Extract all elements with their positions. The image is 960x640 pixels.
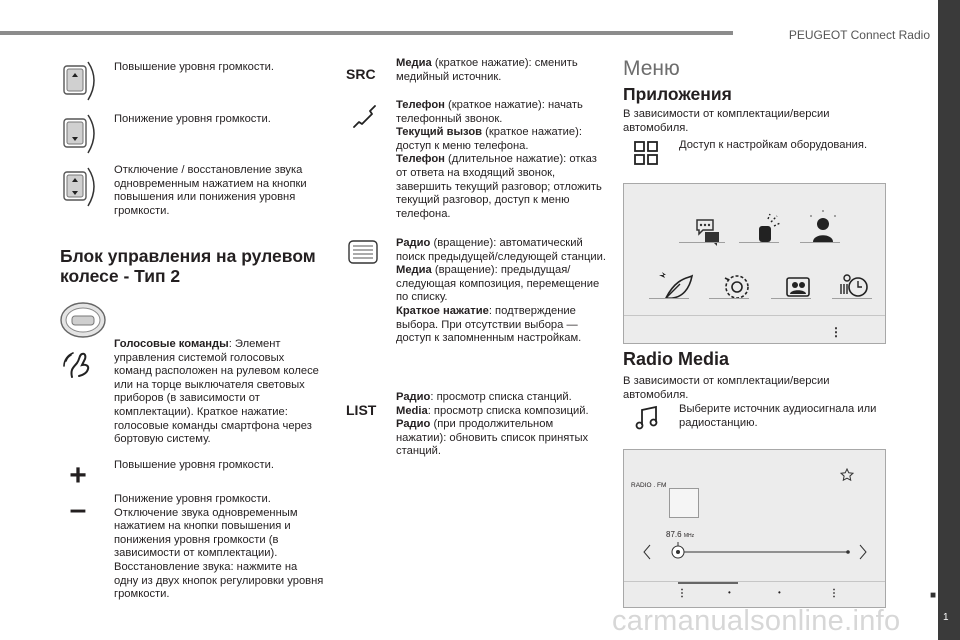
app-tile-eco[interactable] [648, 258, 706, 316]
frequency-value: 87.6 [666, 530, 682, 539]
app-tile-separator [771, 298, 811, 299]
minus-icon: – [69, 493, 87, 526]
app-tile-contacts[interactable] [769, 258, 827, 316]
steering-control-up-icon [58, 60, 102, 102]
radio-screen-divider [624, 581, 885, 582]
plus-text: Повышение уровня громкости. [114, 459, 274, 471]
radio-page-dot[interactable]: • [778, 588, 781, 597]
frequency-unit: MHz [683, 533, 695, 539]
radio-more-button[interactable]: ⋮ [829, 588, 839, 599]
steering-control-mute-icon [58, 166, 102, 208]
app-tile-separator [649, 298, 689, 299]
phone-desc-3: (длительное нажатие): отказ от ответа на входящий звонок, завершить текущий разговор; отложить текущий разговор, доступ к меню телефона. [396, 153, 602, 220]
phone-text [396, 99, 604, 221]
app-tile-clock[interactable] [825, 258, 883, 316]
app-tile-separator [679, 242, 725, 243]
apps-grid-icon [633, 140, 659, 166]
apps-item-text: Доступ к настройкам оборудования. [679, 139, 868, 151]
top-rule [0, 31, 733, 35]
music-note-icon [634, 405, 660, 431]
plus-icon: + [69, 459, 87, 492]
radio-media-desc: В зависимости от комплектации/версии автомобиля. [623, 375, 830, 401]
apps-desc: В зависимости от комплектации/версии автомобиля. [623, 108, 830, 134]
voice-command-text [114, 338, 319, 447]
favorite-star-icon[interactable] [840, 468, 854, 482]
app-tile-navigation[interactable] [679, 202, 737, 260]
radio-media-title: Radio Media [623, 349, 730, 369]
apps-title: Приложения [623, 84, 732, 104]
radio-page-dot[interactable]: • [728, 588, 731, 597]
app-tile-separator [832, 298, 872, 299]
list-desc-3: (при продолжительном нажатии): обновить список принятых станций. [396, 418, 589, 458]
voice-command-bold: Голосовые команды [114, 338, 229, 350]
list-label: LIST [346, 402, 377, 418]
app-tile-separator [800, 242, 840, 243]
wheel-bold-2: Медиа [396, 264, 432, 277]
src-desc: (краткое нажатие): сменить медийный источник. [396, 57, 578, 83]
src-text [396, 57, 606, 84]
phone-bold-1: Телефон [396, 99, 445, 111]
list-bold-3: Радио [396, 418, 431, 431]
apps-more-button[interactable]: ⋮ [830, 325, 842, 339]
wheel-desc-1: (вращение): автоматический поиск предыдущей/следующей станции. [396, 237, 607, 263]
apps-screen [623, 183, 886, 344]
radio-item-text: Выберите источник аудиосигнала или радиостанцию. [679, 403, 877, 429]
src-bold: Медиа [396, 57, 432, 69]
section-title-line1: Блок управления на рулевом [60, 246, 316, 266]
phone-bold-3: Телефон [396, 153, 445, 166]
wheel-desc-2: (вращение): предыдущая/следующая композиция, перемещение по списку. [396, 264, 600, 304]
radio-menu-button[interactable]: ⋮ [677, 588, 687, 599]
page-marker: ■ [930, 590, 937, 601]
prev-station-icon [644, 545, 650, 559]
next-station-icon [860, 545, 866, 559]
phone-desc-1: (краткое нажатие): начать телефонный звонок. [396, 99, 583, 125]
section-title-line2: колесе - Тип 2 [60, 266, 181, 286]
wheel-bold-1: Радио [396, 237, 431, 249]
voice-command-desc: : Элемент управления системой голосовых команд расположен на рулевом колесе или на торце выключателя световых приборов (в зависимости от комплектации). Краткое нажатие: голосовые команды смартфона через бортовую систему. [114, 338, 319, 446]
steering-volume-up-text: Повышение уровня громкости. [114, 61, 274, 73]
phone-icon [350, 104, 378, 132]
voice-command-icon [62, 347, 96, 381]
frequency-slider[interactable] [642, 542, 868, 562]
steering-control-down-icon [58, 113, 102, 155]
steering-wheel-icon [58, 300, 108, 340]
steering-volume-down-text: Понижение уровня громкости. [114, 113, 271, 125]
app-tile-settings[interactable] [708, 258, 766, 316]
side-tab [938, 0, 960, 640]
list-desc-2: : просмотр списка композиций. [427, 404, 589, 417]
list-desc-1: : просмотр списка станций. [430, 391, 572, 403]
station-artwork [669, 488, 699, 518]
phone-bold-2: Текущий вызов [396, 126, 483, 139]
minus-text: Понижение уровня громкости. Отключение звука одновременным нажатием на кнопки повышения и понижения уровня громкости (в зависимости от комплектации). Восстановление звука: нажмите на одну из двух кнопок регулировки уровня громкости. [114, 493, 324, 601]
apps-screen-divider [624, 315, 885, 316]
app-tile-separator [739, 242, 779, 243]
list-bold-1: Радио [396, 391, 431, 403]
radio-screen [623, 449, 886, 608]
app-tile-user[interactable] [794, 202, 852, 260]
wheel-desc-3: : подтверждение выбора. При отсутствии выбора — доступ к запомненным настройкам. [396, 304, 582, 345]
radio-active-tab-indicator [678, 582, 738, 584]
wheel-text [396, 237, 606, 346]
page-header: PEUGEOT Connect Radio [788, 28, 930, 42]
steering-mute-text: Отключение / восстановление звука одновременным нажатием на кнопки повышения или понижения уровня громкости. [114, 164, 307, 217]
menu-title: Меню [623, 57, 680, 80]
watermark: carmanualsonline.info [612, 605, 901, 637]
app-tile-connected[interactable] [738, 202, 796, 260]
list-text [396, 391, 606, 459]
list-bold-2: Media [396, 404, 428, 417]
phone-desc-2: (краткое нажатие): доступ к меню телефона. [396, 126, 582, 152]
radio-source-label: RADIO . FM [631, 482, 667, 489]
page-number: 1 [943, 612, 949, 623]
app-tile-separator [709, 298, 749, 299]
src-label: SRC [346, 66, 376, 82]
section-title [60, 246, 335, 286]
frequency-readout [666, 530, 694, 539]
thumbwheel-icon [348, 240, 378, 264]
wheel-bold-3: Краткое нажатие [396, 304, 489, 317]
